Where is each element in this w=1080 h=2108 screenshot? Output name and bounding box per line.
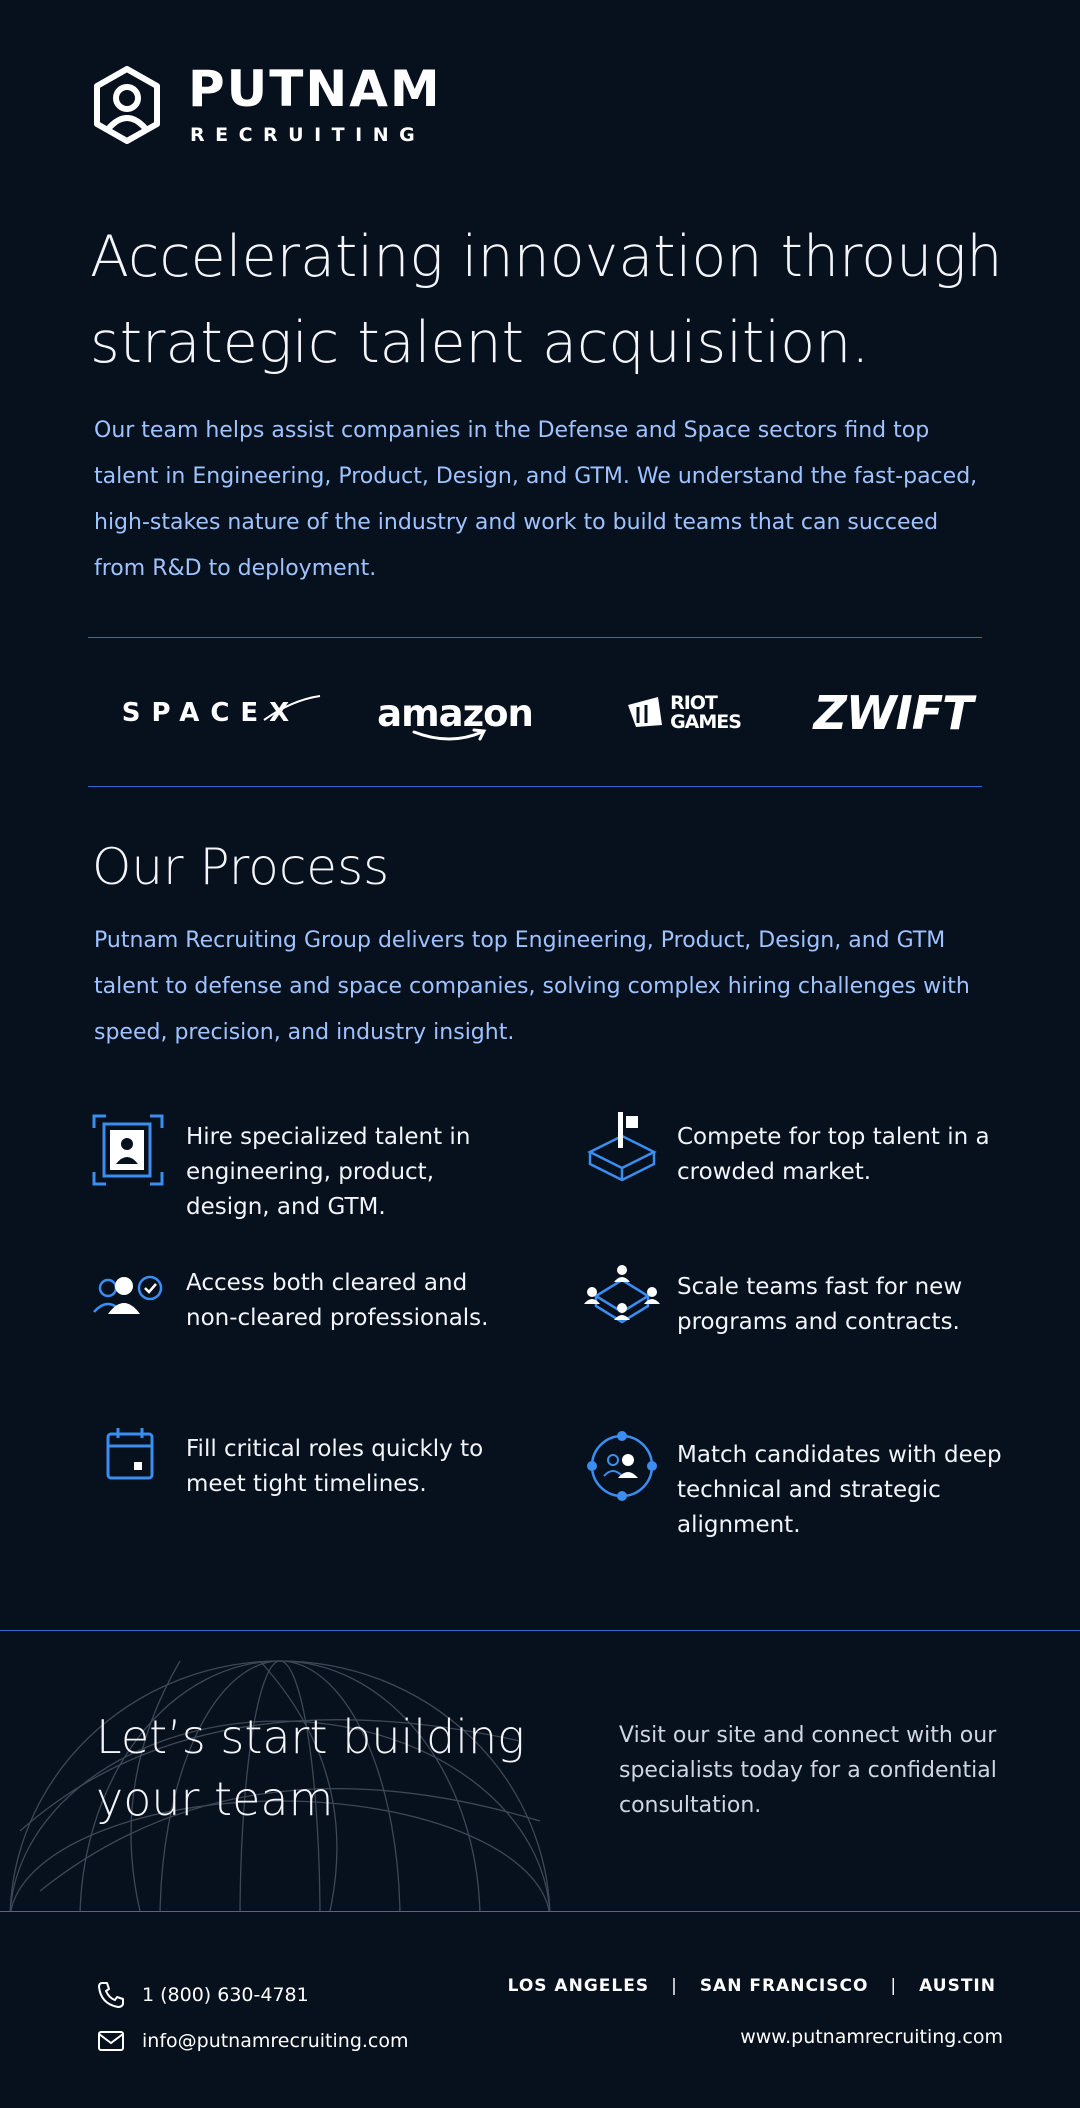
feature-text: Scale teams fast for new programs and contracts. (677, 1274, 963, 1335)
putnam-logo-icon (92, 66, 162, 144)
network-team-icon (584, 1264, 660, 1340)
city-separator: | (671, 1976, 678, 1996)
person-frame-icon (90, 1112, 166, 1188)
spacex-logo: SPACEX (100, 688, 322, 738)
brand-subtitle: RECRUITING (190, 124, 426, 146)
office-cities (508, 1976, 996, 1996)
city-san-francisco: SAN FRANCISCO (699, 1976, 869, 1996)
riot-fist-icon (624, 695, 666, 731)
cta-title: Let’s start building your team (96, 1710, 525, 1826)
hero-headline: Accelerating innovation through strategic talent acquisition. (90, 224, 1003, 376)
feature-text: Fill critical roles quickly to meet tight timelines. (186, 1436, 484, 1497)
riot-games-logo: RIOT GAMES (615, 688, 750, 738)
city-austin: AUSTIN (919, 1976, 996, 1996)
zwift-logo: ZWIFT (813, 686, 973, 740)
target-people-icon (584, 1428, 660, 1504)
phone-number[interactable]: 1 (800) 630-4781 (142, 1984, 309, 2006)
spacex-swoosh-icon (262, 694, 322, 724)
divider-bottom (88, 786, 982, 787)
feature-text: Hire specialized talent in engineering, product, design, and GTM. (186, 1124, 471, 1220)
amazon-logo: amazon (380, 688, 530, 738)
hero-intro: Our team helps assist companies in the Defense and Space sectors find top talent in Engineering, Product, Design, and GTM. We understand the fast-paced, high-stakes nature of the industry and work to build teams that can succeed from R&D to deployment. (94, 418, 978, 581)
website-link[interactable]: www.putnamrecruiting.com (740, 2026, 1003, 2048)
brand-name: PUTNAM (188, 60, 442, 118)
cleared-people-icon (90, 1262, 166, 1338)
feature-text: Compete for top talent in a crowded market. (677, 1124, 990, 1185)
phone-icon (96, 1980, 126, 2010)
mail-icon (96, 2026, 126, 2056)
feature-text: Match candidates with deep technical and strategic alignment. (677, 1442, 1002, 1538)
process-description: Putnam Recruiting Group delivers top Engineering, Product, Design, and GTM talent to defense and space companies, solving complex hiring challenges with speed, precision, and industry insight. (94, 928, 970, 1045)
cta-description: Visit our site and connect with our specialists today for a confidential consultation. (619, 1723, 997, 1818)
process-title: Our Process (92, 838, 390, 896)
city-separator: | (890, 1976, 898, 1996)
feature-text: Access both cleared and non-cleared professionals. (186, 1270, 489, 1331)
calendar-icon (92, 1424, 168, 1500)
city-los-angeles: LOS ANGELES (507, 1976, 650, 1996)
email-address[interactable]: info@putnamrecruiting.com (142, 2030, 409, 2052)
amazon-smile-icon (410, 728, 490, 744)
divider-top (88, 637, 982, 638)
flag-box-icon (584, 1110, 660, 1186)
